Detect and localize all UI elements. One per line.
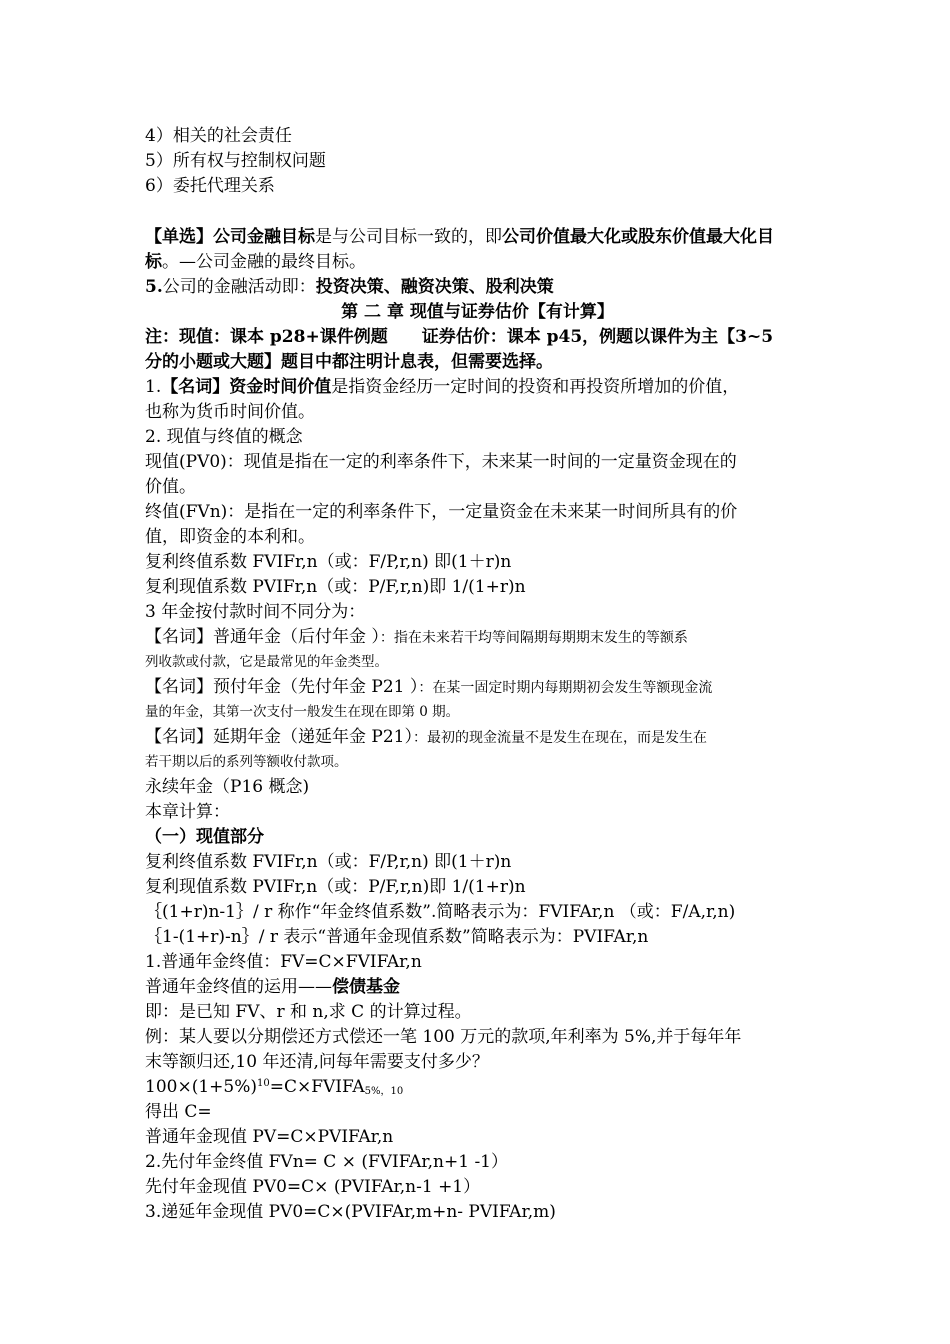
text-line: 例：某人要以分期偿还方式偿还一笔 100 万元的款项,年利率为 5%,并于每年年 <box>145 1027 742 1047</box>
chapter-title: 第 二 章 现值与证券估价【有计算】 <box>341 302 614 322</box>
text-span: 普通年金终值的运用—— <box>145 977 332 997</box>
text-line: 6）委托代理关系 <box>145 176 275 196</box>
formula-line: 复利终值系数 FVIFr,n（或：F/P,r,n) 即(1＋r)n <box>145 852 512 872</box>
text-line <box>145 725 707 750</box>
text-line: 永续年金（P16 概念) <box>145 777 310 797</box>
text-line: 3 年金按付款时间不同分为： <box>145 602 366 622</box>
text-span: 是与公司目标一致的，即 <box>315 227 502 247</box>
text-line: 也称为货币时间价值。 <box>145 402 315 422</box>
text-span: 【名词】预付年金（先付年金 P21 ） <box>145 677 419 697</box>
text-span: 是指资金经历一定时间的投资和再投资所增加的价值， <box>331 377 740 397</box>
text-span: 【名词】普通年金（后付年金 ） <box>145 627 380 647</box>
note-line: 分的小题或大题】题目中都注明计息表，但需要选择。 <box>145 352 553 372</box>
text-span: 【名词】延期年金（递延年金 P21） <box>145 727 413 747</box>
bold-text: 偿债基金 <box>332 977 400 997</box>
subscript: 5%，10 <box>364 1086 404 1097</box>
small-text: ：指在未来若干均等间隔期每期期末发生的等额系 <box>379 630 688 646</box>
small-text: ：在某一固定时期内每期期初会发生等额现金流 <box>418 680 713 696</box>
small-text: ：最初的现金流量不是发生在现在，而是发生在 <box>412 730 707 746</box>
text-line <box>145 225 774 250</box>
text-line: 现值(PV0)：现值是指在一定的利率条件下，未来某一时间的一定量资金现在的 <box>145 452 737 472</box>
text-line <box>145 975 400 1000</box>
formula-line: 2.先付年金终值 FVn= C × (FVIFAr,n+1 -1） <box>145 1152 509 1172</box>
text-line: 即：是已知 FV、r 和 n,求 C 的计算过程。 <box>145 1002 472 1022</box>
text-line: 2. 现值与终值的概念 <box>145 427 303 447</box>
text-line: 价值。 <box>145 477 196 497</box>
text-line <box>145 275 554 300</box>
note-line: 注：现值：课本 p28+课件例题 证券估价：课本 p45，例题以课件为主【3~5 <box>145 327 774 347</box>
text-line <box>145 625 688 650</box>
text-line <box>145 375 739 400</box>
formula-line: 复利终值系数 FVIFr,n（或：F/P,r,n) 即(1＋r)n <box>145 552 512 572</box>
small-text-line: 若干期以后的系列等额收付款项。 <box>145 754 348 770</box>
bold-text: 投资决策、融资决策、股利决策 <box>315 277 554 297</box>
text-span: 100×(1+5%) <box>145 1077 257 1097</box>
section-heading: （一）现值部分 <box>145 827 264 847</box>
text-line <box>145 675 712 700</box>
text-line: 本章计算： <box>145 802 230 822</box>
formula-line: 复利现值系数 PVIFr,n（或：P/F,r,n)即 1/(1+r)n <box>145 877 526 897</box>
text-span: 公司的金融活动即： <box>162 277 316 297</box>
formula-line: 复利现值系数 PVIFr,n（或：P/F,r,n)即 1/(1+r)n <box>145 577 526 597</box>
bold-text: 标 <box>145 252 162 272</box>
bold-text: 【单选】 <box>145 227 213 247</box>
bold-text: 公司价值最大化或股东价值最大化目 <box>502 227 774 247</box>
bold-text: 5. <box>145 277 163 297</box>
superscript: 10 <box>257 1078 270 1089</box>
text-line: 4）相关的社会责任 <box>145 126 292 146</box>
text-line: 末等额归还,10 年还清,问每年需要支付多少？ <box>145 1052 489 1072</box>
text-line <box>145 250 366 275</box>
bold-text: 【名词】资金时间价值 <box>161 377 332 397</box>
text-span: 。—公司金融的最终目标。 <box>162 252 366 272</box>
bold-text: 公司金融目标 <box>213 227 315 247</box>
formula-line: ｛(1+r)n-1｝/ r 称作“年金终值系数”.简略表示为：FVIFAr,n （或：F/A,r,n) <box>145 902 736 922</box>
text-span: 1. <box>145 377 162 397</box>
small-text-line: 列收款或付款，它是最常见的年金类型。 <box>145 654 388 670</box>
formula-line: 普通年金现值 PV=C×PVIFAr,n <box>145 1127 394 1147</box>
formula-line: 3.递延年金现值 PV0=C×(PVIFAr,m+n- PVIFAr,m) <box>145 1202 556 1222</box>
formula-line: 1.普通年金终值：FV=C×FVIFAr,n <box>145 952 422 972</box>
formula-line: ｛1-(1+r)-n｝/ r 表示“普通年金现值系数”简略表示为：PVIFAr,n <box>145 927 649 947</box>
text-span: =C×FVIFA <box>269 1077 365 1097</box>
text-line: 5）所有权与控制权问题 <box>145 151 326 171</box>
text-line: 值，即资金的本利和。 <box>145 527 315 547</box>
text-line: 得出 C= <box>145 1102 212 1122</box>
formula-line <box>145 1075 403 1100</box>
small-text-line: 量的年金，其第一次支付一般发生在现在即第 0 期。 <box>145 704 460 720</box>
formula-line: 先付年金现值 PV0=C× (PVIFAr,n-1 +1） <box>145 1177 481 1197</box>
text-line: 终值(FVn)：是指在一定的利率条件下，一定量资金在未来某一时间所具有的价 <box>145 502 738 522</box>
